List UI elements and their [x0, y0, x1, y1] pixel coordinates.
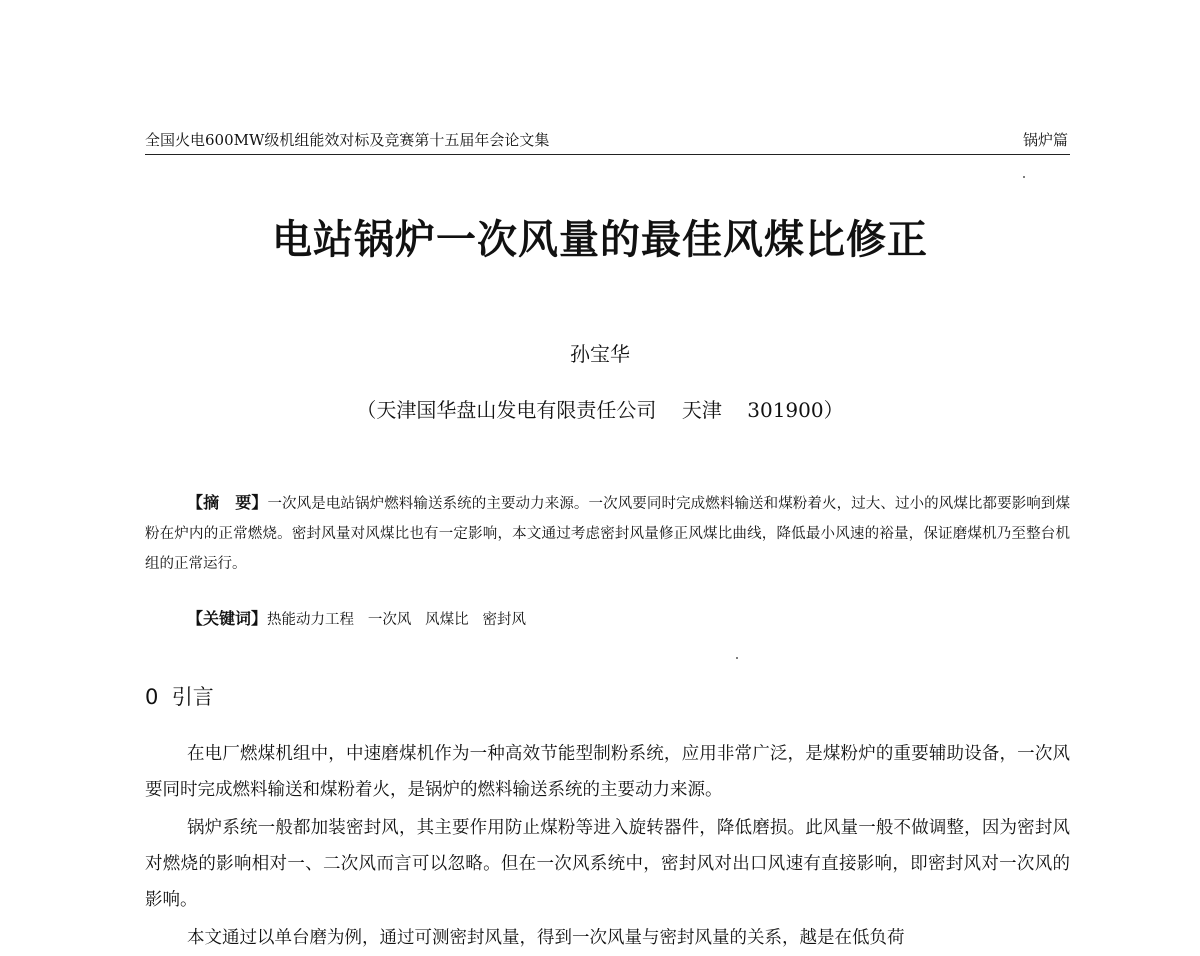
keywords-text: 热能动力工程 一次风 风煤比 密封风 — [267, 612, 526, 628]
keywords-label: 【关键词】 — [187, 609, 268, 628]
author-name: 孙宝华 — [570, 342, 630, 366]
section-category: 锅炉篇 — [1022, 131, 1068, 149]
author-affiliation: （天津国华盘山发电有限责任公司 天津 301900） — [356, 398, 844, 422]
abstract — [145, 488, 1070, 579]
scan-speck — [1023, 176, 1025, 178]
abstract-label: 【摘 要】 — [187, 493, 268, 512]
section-title: 引言 — [171, 685, 214, 709]
body-paragraph: 在电厂燃煤机组中，中速磨煤机作为一种高效节能型制粉系统，应用非常广泛，是煤粉炉的重要辅助设备，一次风要同时完成燃料输送和煤粉着火，是锅炉的燃料输送系统的主要动力来源。 — [145, 744, 1070, 800]
abstract-text: 一次风是电站锅炉燃料输送系统的主要动力来源。一次风要同时完成燃料输送和煤粉着火，过大、过小的风煤比都要影响到煤粉在炉内的正常燃烧。密封风量对风煤比也有一定影响，本文通过考虑密封风量修正风煤比曲线，降低最小风速的裕量，保证磨煤机乃至整台机组的正常运行。 — [145, 496, 1070, 572]
paper-title: 电站锅炉一次风量的最佳风煤比修正 — [272, 217, 928, 263]
section-heading — [145, 682, 214, 712]
section-number: 0 — [145, 685, 159, 709]
body-paragraph: 本文通过以单台磨为例，通过可测密封风量，得到一次风量与密封风量的关系，越是在低负荷 — [187, 928, 905, 948]
scan-speck — [736, 657, 738, 659]
body-paragraph: 锅炉系统一般都加装密封风，其主要作用防止煤粉等进入旋转器件，降低磨损。此风量一般不做调整，因为密封风对燃烧的影响相对一、二次风而言可以忽略。但在一次风系统中，密封风对出口风速有直接影响，即密封风对一次风的影响。 — [145, 818, 1070, 910]
journal-name: 全国火电600MW级机组能效对标及竞赛第十五届年会论文集 — [145, 131, 550, 149]
keywords — [187, 604, 1067, 635]
running-header — [145, 130, 1070, 155]
